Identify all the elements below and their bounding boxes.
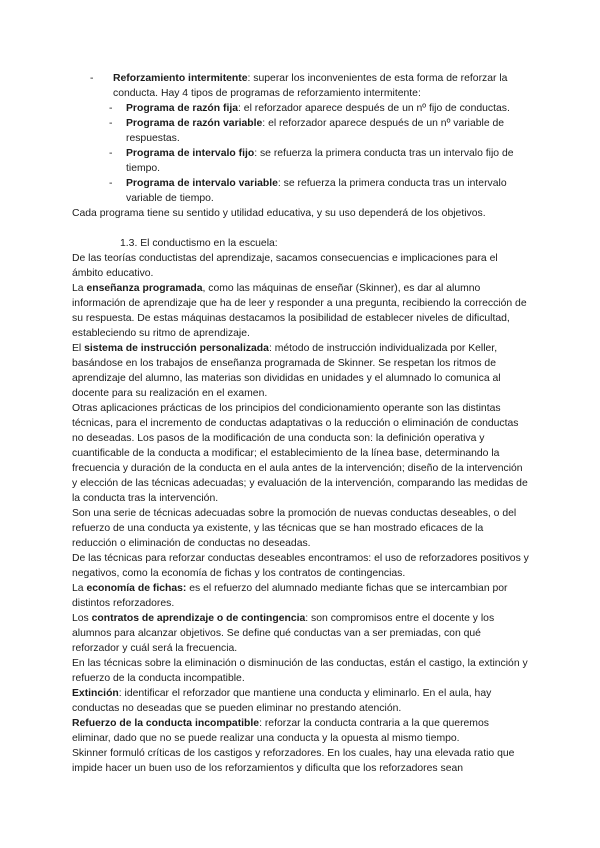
paragraph-text: : identificar el reforzador que mantiene una conducta y eliminarlo. En el aula, hay conductas no deseadas que se pueden eliminar no prestando atención. bbox=[72, 688, 492, 714]
bullet-text: : superar los inconvenientes de esta forma de reforzar la conducta. Hay 4 tipos de programas de reforzamiento intermitente: bbox=[113, 73, 508, 99]
paragraph-text: es el refuerzo del alumnado mediante fichas que se intercambian por distintos reforzadores. bbox=[72, 583, 508, 609]
bullet-dash: - bbox=[109, 118, 113, 129]
term-razon-fija: Programa de razón fija bbox=[126, 103, 239, 114]
term-extincion: Extinción bbox=[72, 688, 119, 699]
paragraph-prefix: Los bbox=[72, 613, 92, 624]
sub-bullet-text: : se refuerza la primera conducta tras un intervalo variable de tiempo. bbox=[126, 178, 507, 204]
sub-bullet-intervalo-fijo bbox=[109, 146, 530, 176]
paragraph-prefix: La bbox=[72, 283, 87, 294]
term-ensenanza-programada: enseñanza programada bbox=[86, 283, 203, 294]
bullet-reforzamiento-intermitente bbox=[90, 71, 530, 101]
paragraph-sistema-instruccion bbox=[72, 341, 530, 401]
paragraph-refuerzo-incompatible bbox=[72, 716, 530, 746]
term-economia-fichas: economía de fichas: bbox=[86, 583, 187, 594]
paragraph-economia-fichas bbox=[72, 581, 530, 611]
term-reforzamiento-intermitente: Reforzamiento intermitente bbox=[113, 73, 248, 84]
paragraph-text: : método de instrucción individualizada por Keller, basándose en los trabajos de enseñanza programada de Skinner. Se respetan los ritmos de aprendizaje del alumno, las materias son divididas en unidades y el alumnado lo comunica al docente para su realización en el examen. bbox=[72, 343, 501, 399]
term-contratos: contratos de aprendizaje o de contingencia bbox=[91, 613, 306, 624]
section-text bbox=[72, 251, 530, 776]
document-body bbox=[72, 71, 530, 776]
term-sistema-instruccion: sistema de instrucción personalizada bbox=[84, 343, 269, 354]
paragraph-prefix: El bbox=[72, 343, 85, 354]
paragraph-text: , como las máquinas de enseñar (Skinner), es dar al alumno información de aprendizaje que ha de leer y responder a una pregunta, recibiendo la corrección de su respuesta. De estas máquinas destacamos la posibilidad de establecer niveles de dificultad, estableciendo su ritmo de aprendizaje. bbox=[72, 283, 527, 339]
term-intervalo-fijo: Programa de intervalo fijo bbox=[126, 148, 255, 159]
sub-bullet-intervalo-variable bbox=[109, 176, 530, 206]
paragraph-1: De las teorías conductistas del aprendizaje, sacamos consecuencias e implicaciones para el ámbito educativo. bbox=[72, 253, 498, 279]
sub-bullet-text: : se refuerza la primera conducta tras un intervalo fijo de tiempo. bbox=[126, 148, 514, 174]
bullet-dash: - bbox=[90, 73, 94, 84]
bullet-dash: - bbox=[109, 103, 113, 114]
term-intervalo-variable: Programa de intervalo variable bbox=[126, 178, 278, 189]
paragraph-otras-aplicaciones: Otras aplicaciones prácticas de los principios del condicionamiento operante son las distintas técnicas, para el incremento de conductas adaptativas o la reducción o eliminación de conductas no deseadas. Los pasos de la modificación de una conducta son: la definición operativa y cuantificable de la conducta a modificar; el establecimiento de la línea base, determinando la frecuencia y duración de la conducta en el aula antes de la intervención; diseño de la intervención y elección de las técnicas adecuadas; y evaluación de la intervención, comparando las medidas de la conducta tras la intervención. bbox=[72, 403, 528, 504]
term-razon-variable: Programa de razón variable bbox=[126, 118, 263, 129]
bullet-dash: - bbox=[109, 178, 113, 189]
paragraph-ensenanza-programada bbox=[72, 281, 530, 341]
paragraph-text: : son compromisos entre el docente y los alumnos para alcanzar objetivos. Se define qué conductas van a ser premiadas, con qué reforzador y cuál será la frecuencia. bbox=[72, 613, 495, 654]
paragraph-skinner-criticas: Skinner formuló críticas de los castigos y reforzadores. En los cuales, hay una elevada ratio que impide hacer un buen uso de los reforzamientos y dificulta que los reforzadores sean bbox=[72, 748, 515, 774]
paragraph-eliminacion: En las técnicas sobre la eliminación o disminución de las conductas, están el castigo, la extinción y refuerzo de la conducta incompatible. bbox=[72, 658, 528, 684]
paragraph-prefix: La bbox=[72, 583, 87, 594]
section-heading: 1.3. El conductismo en la escuela: bbox=[120, 238, 278, 249]
paragraph-extincion bbox=[72, 686, 530, 716]
sub-bullet-razon-variable bbox=[109, 116, 530, 146]
paragraph-serie-tecnicas: Son una serie de técnicas adecuadas sobre la promoción de nuevas conductas deseables, o del refuerzo de una conducta ya existente, y las técnicas que se han mostrado eficaces de la reducción o eliminación de conductas no deseadas. bbox=[72, 508, 517, 549]
closing-line: Cada programa tiene su sentido y utilidad educativa, y su uso dependerá de los objetivos. bbox=[72, 208, 486, 219]
sub-bullet-text: : el reforzador aparece después de un nº variable de respuestas. bbox=[126, 118, 505, 144]
bullet-dash: - bbox=[109, 148, 113, 159]
paragraph-text: : reforzar la conducta contraria a la que queremos eliminar, dado que no se puede realizar una conducta y la opuesta al mismo tiempo. bbox=[72, 718, 489, 744]
sub-bullet-text: : el reforzador aparece después de un nº fijo de conductas. bbox=[238, 103, 510, 114]
paragraph-tecnicas-reforzar: De las técnicas para reforzar conductas deseables encontramos: el uso de reforzadores positivos y negativos, como la economía de fichas y los contratos de contingencias. bbox=[72, 553, 529, 579]
sub-bullet-razon-fija bbox=[109, 101, 530, 116]
paragraph-contratos bbox=[72, 611, 530, 656]
term-refuerzo-incompatible: Refuerzo de la conducta incompatible bbox=[72, 718, 260, 729]
